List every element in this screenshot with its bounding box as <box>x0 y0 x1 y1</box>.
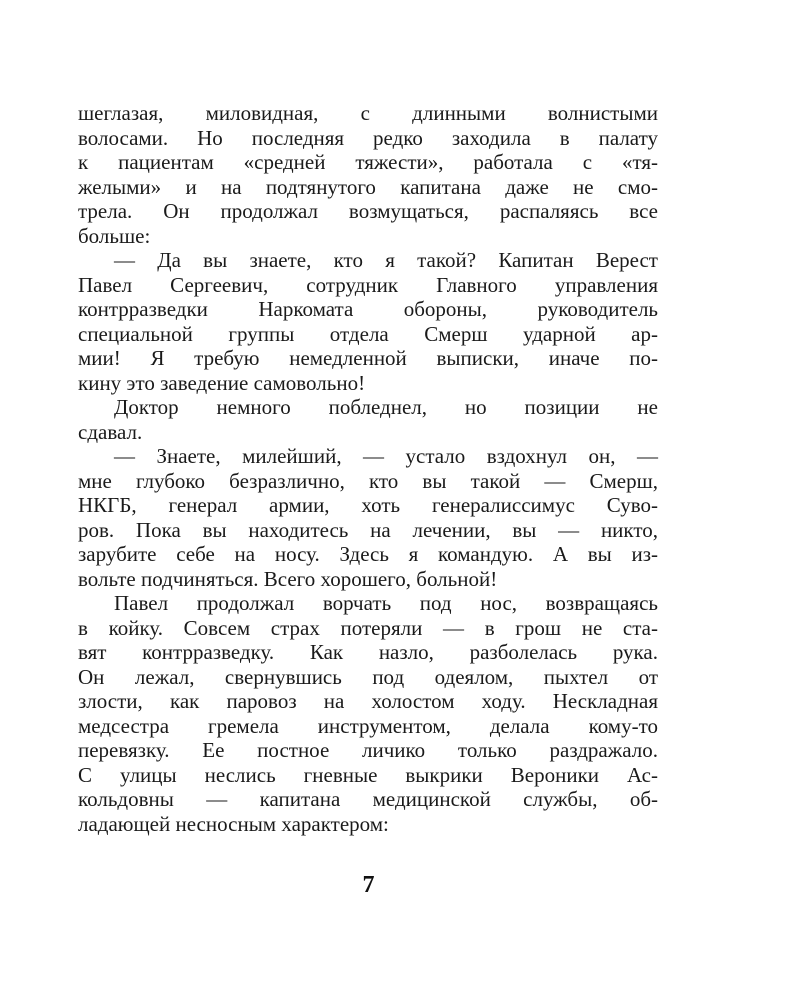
text-line: Павел Сергеевич, сотрудник Главного управления <box>78 272 658 297</box>
text-line: желыми» и на подтянутого капитана даже не смо- <box>78 174 658 199</box>
text-line: С улицы неслись гневные выкрики Вероники Ас- <box>78 762 658 787</box>
text-line: трела. Он продолжал возмущаться, распаляясь все <box>78 199 658 223</box>
text-line: кольдовны — капитана медицинской службы, об- <box>78 787 658 811</box>
text-line: шеглазая, миловидная, с длинными волнистыми <box>78 101 658 125</box>
text-line: волосами. Но последняя редко заходила в палату <box>78 125 658 150</box>
text-line: — Да вы знаете, кто я такой? Капитан Верест <box>114 248 658 272</box>
page-number: 7 <box>362 872 375 898</box>
text-line: кину это заведение самовольно! <box>78 370 366 395</box>
text-line: зарубите себе на носу. Здесь я командую. А вы из- <box>78 542 658 566</box>
text-line: вольте подчиняться. Всего хорошего, больной! <box>78 566 498 591</box>
text-line: мии! Я требую немедленной выписки, иначе по- <box>78 346 658 370</box>
text-line: вят контрразведку. Как назло, разболелась рука. <box>78 640 658 664</box>
text-line: в койку. Совсем страх потеряли — в грош не ста- <box>78 615 658 640</box>
text-line: мне глубоко безразлично, кто вы такой — Смерш, <box>78 468 658 493</box>
text-line: перевязку. Ее постное личико только раздражало. <box>78 738 658 762</box>
text-line: больше: <box>78 223 151 248</box>
text-line: Павел продолжал ворчать под нос, возвращаясь <box>114 591 658 615</box>
text-line: Он лежал, свернувшись под одеялом, пыхтел от <box>78 664 658 689</box>
text-line: НКГБ, генерал армии, хоть генералиссимус Суво- <box>78 493 658 517</box>
text-line: ров. Пока вы находитесь на лечении, вы — никто, <box>78 517 658 542</box>
text-line: к пациентам «средней тяжести», работала с «тя- <box>78 150 658 174</box>
text-line: сдавал. <box>78 419 143 444</box>
text-line: контрразведки Наркомата обороны, руководитель <box>78 297 658 321</box>
text-line: злости, как паровоз на холостом ходу. Нескладная <box>78 689 658 713</box>
text-line: Доктор немного побледнел, но позиции не <box>114 395 658 419</box>
text-line: — Знаете, милейший, — устало вздохнул он, — <box>114 444 658 468</box>
text-line: медсестра гремела инструментом, делала кому-то <box>78 713 658 738</box>
text-line: специальной группы отдела Смерш ударной ар- <box>78 321 658 346</box>
text-line: ладающей несносным характером: <box>78 811 389 836</box>
body-text <box>78 101 658 836</box>
